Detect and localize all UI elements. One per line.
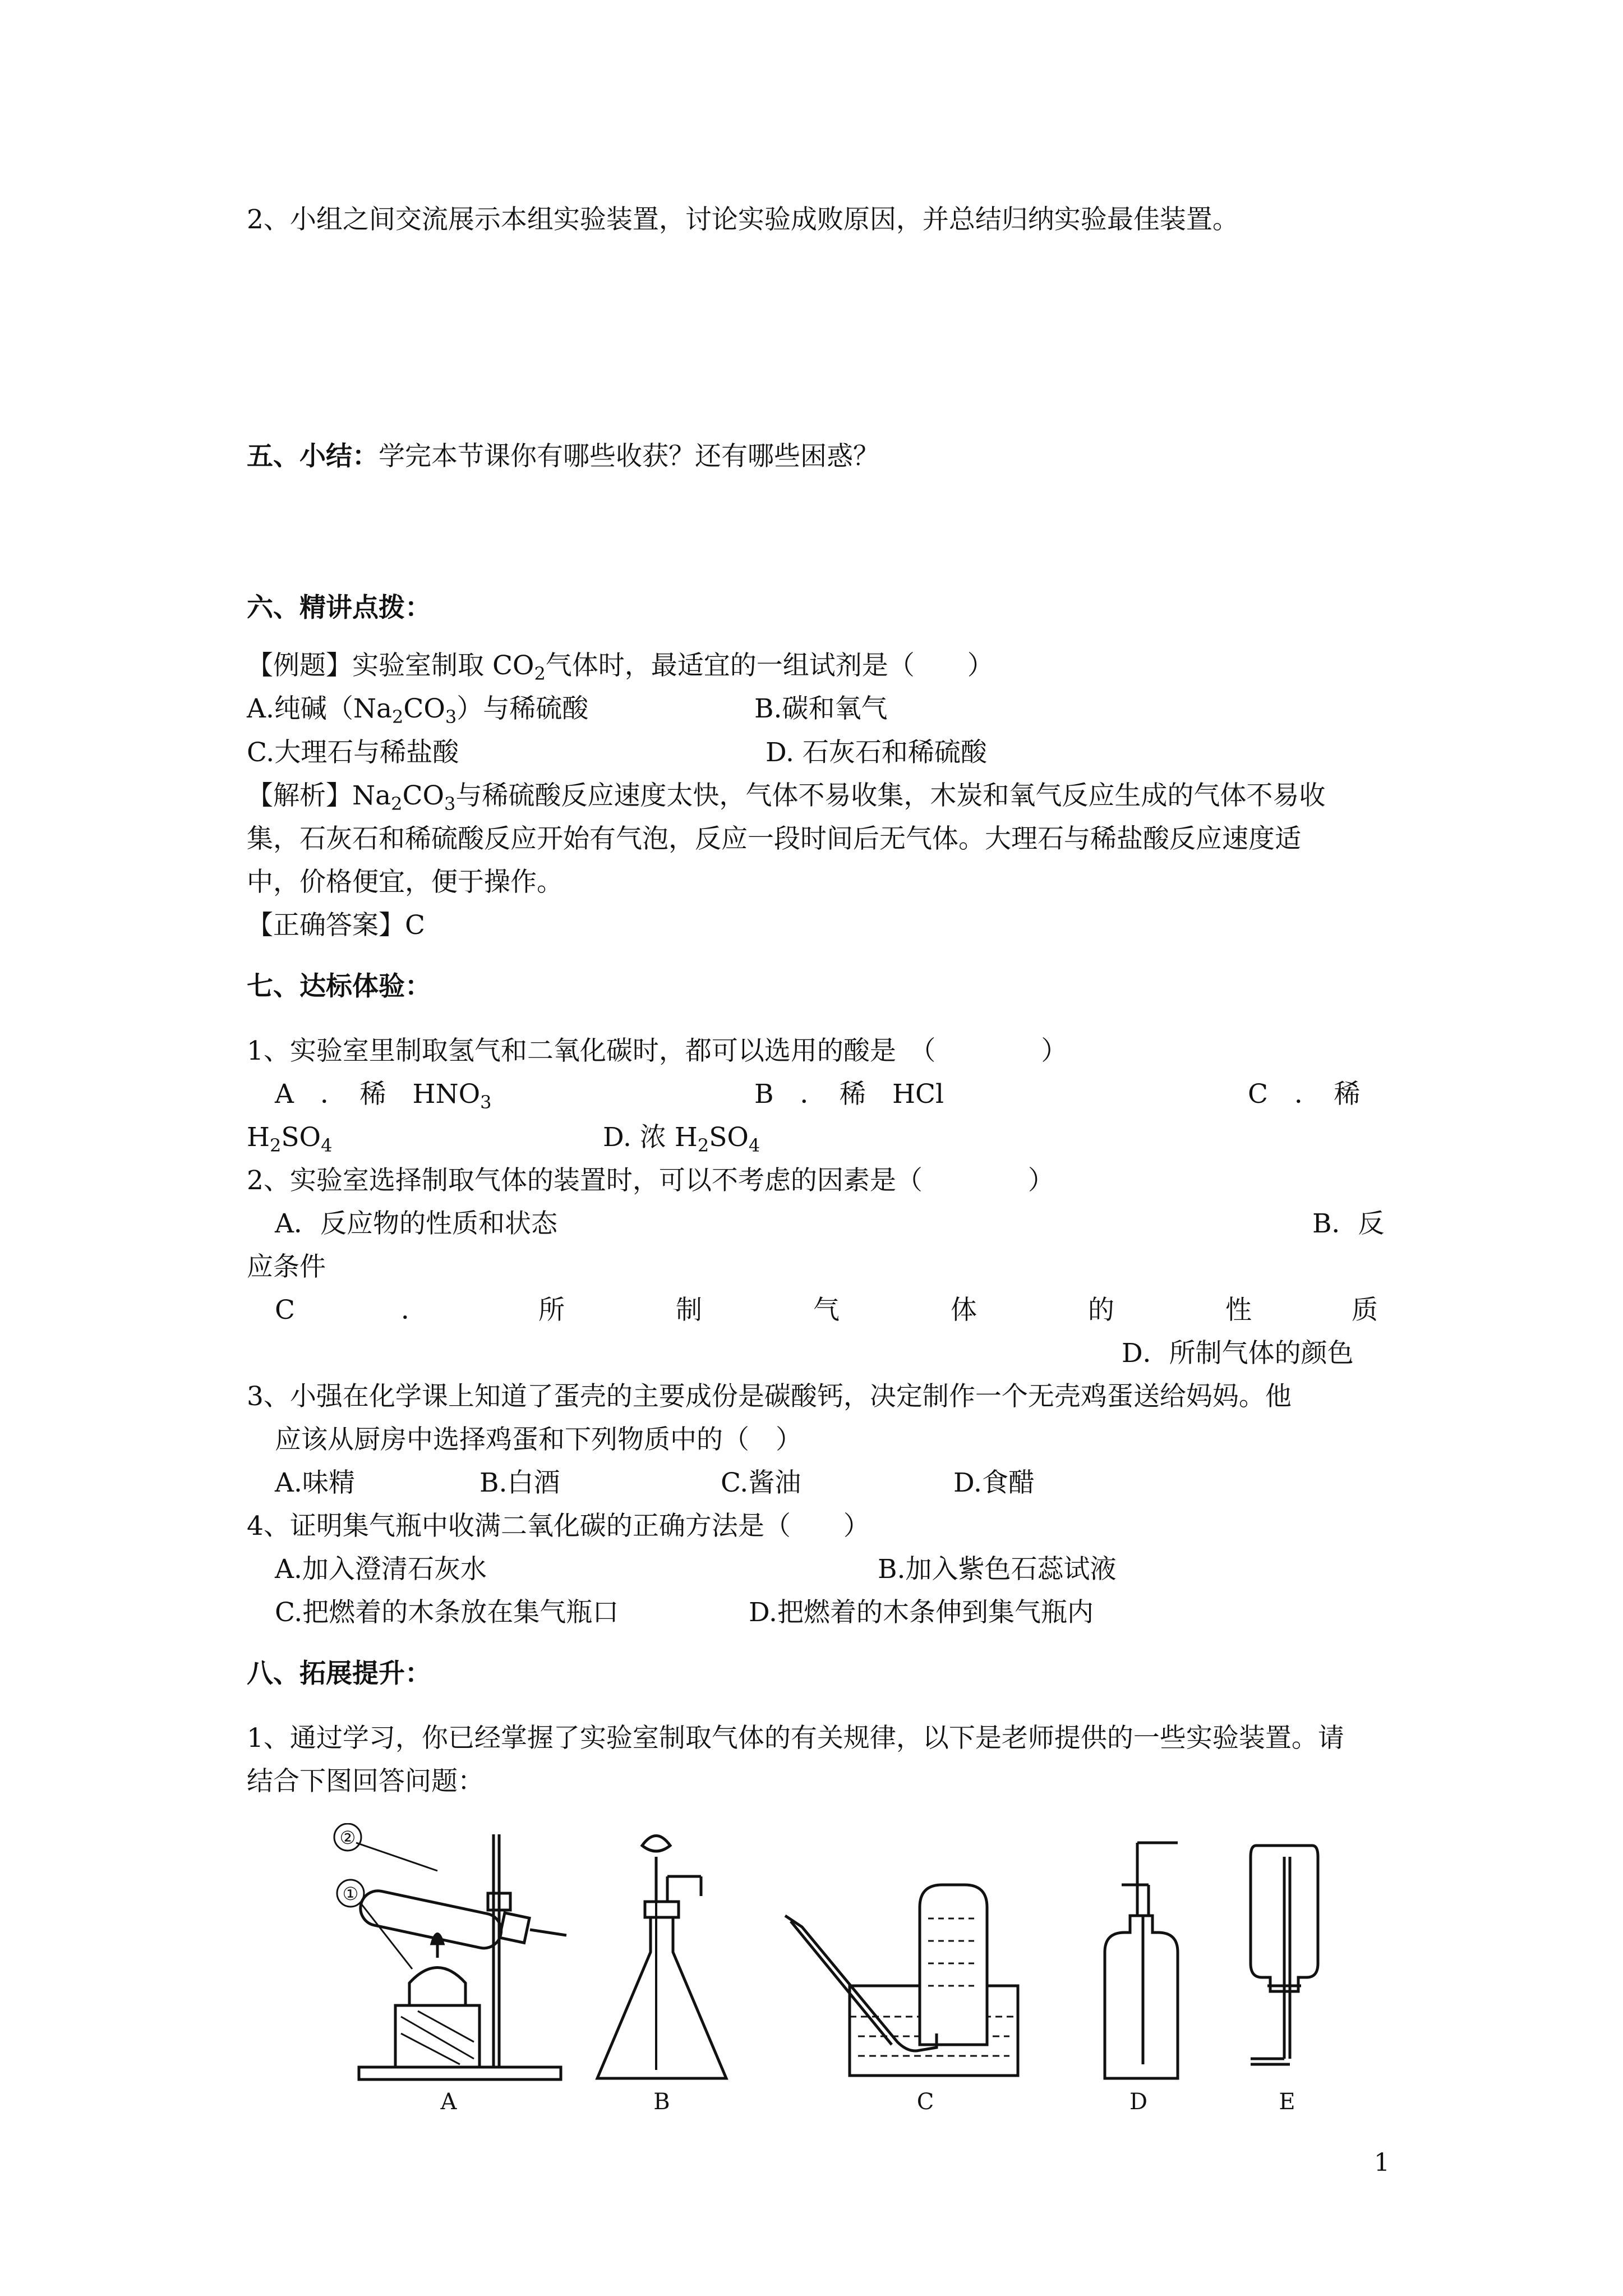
apparatus-b — [597, 1836, 726, 2079]
q1-stem: 1、实验室里制取氢气和二氧化碳时，都可以选用的酸是 （ ） — [247, 1036, 1068, 1066]
q2-option-a: A．反应物的性质和状态 — [275, 1208, 557, 1239]
q3-stem-2: 应该从厨房中选择鸡蛋和下列物质中的（ ） — [275, 1424, 802, 1455]
example-option-a: A.纯碱$(Na_2CO_3)$与稀硫酸 — [247, 693, 589, 728]
q2-option-c-6: 体 — [951, 1295, 977, 1326]
sec8-heading: 八、拓展提升： — [247, 1658, 431, 1689]
example-question: 【例题】实验室制取 $CO_2$气体时，最适宜的一组试剂是（ ） — [247, 650, 994, 684]
apparatus-a — [334, 1824, 566, 2079]
correct-answer: 【正确答案】C — [247, 910, 425, 941]
label-c: C — [916, 2089, 934, 2115]
q3-option-c: C.酱油 — [721, 1467, 801, 1498]
summary-line — [247, 443, 879, 470]
q1-option-c: C ． 稀 — [1248, 1079, 1361, 1110]
q3-option-d: D.食醋 — [953, 1467, 1035, 1498]
sec8-q1-line1: 1、通过学习，你已经掌握了实验室制取气体的有关规律，以下是老师提供的一些实验装置。请 — [247, 1723, 1344, 1754]
marker-1-label: ① — [342, 1883, 359, 1904]
q4-option-b: B.加入紫色石蕊试液 — [878, 1554, 1117, 1585]
q3-option-b: B.白酒 — [479, 1467, 560, 1498]
sec6-heading: 六、精讲点拨： — [247, 592, 431, 623]
page-number: 1 — [1374, 2148, 1390, 2177]
analysis-line-2: 集，石灰石和稀硫酸反应开始有气泡，反应一段时间后无气体。大理石与稀盐酸反应速度适 — [247, 823, 1301, 854]
q1-option-d: D. 浓 $H_2SO_4$ — [603, 1122, 760, 1156]
summary-heading: 五、小结： — [247, 441, 379, 472]
apparatus-d — [1105, 1843, 1178, 2078]
q2-option-c-1: C — [275, 1295, 295, 1326]
q2-option-c-8: 性 — [1225, 1295, 1252, 1326]
example-option-d: D. 石灰石和稀硫酸 — [766, 737, 987, 768]
q2-option-c-2: ． — [401, 1295, 427, 1326]
q4-stem: 4、证明集气瓶中收满二氧化碳的正确方法是（ ） — [247, 1511, 870, 1542]
q2-option-c-9: 质 — [1352, 1295, 1378, 1326]
q3-stem-1: 3、小强在化学课上知道了蛋壳的主要成份是碳酸钙，决定制作一个无壳鸡蛋送给妈妈。他 — [247, 1381, 1292, 1412]
analysis-line-3: 中，价格便宜，便于操作。 — [247, 867, 563, 898]
sec8-q1-line2: 结合下图回答问题： — [247, 1766, 484, 1797]
q2-option-c-3: 所 — [538, 1295, 565, 1326]
q1-option-a: A ． 稀 $HNO_3$ — [275, 1079, 492, 1113]
q4-option-d: D.把燃着的木条伸到集气瓶内 — [749, 1597, 1094, 1628]
q4-option-c: C.把燃着的木条放在集气瓶口 — [275, 1597, 619, 1628]
apparatus-figure — [303, 1823, 1368, 2115]
example-option-c: C.大理石与稀盐酸 — [247, 737, 459, 768]
summary-text: 学完本节课你有哪些收获？还有哪些困惑？ — [379, 441, 879, 472]
q2-option-b-end: 应条件 — [247, 1251, 326, 1282]
q3-option-a: A.味精 — [275, 1467, 355, 1498]
analysis-line-1: 【解析】$Na_2CO_3$与稀硫酸反应速度太快，气体不易收集，木炭和氧气反应生成的气体不易收 — [247, 780, 1326, 815]
apparatus-e — [1251, 1846, 1318, 2064]
sec7-heading: 七、达标体验： — [247, 971, 431, 1002]
label-d: D — [1129, 2089, 1148, 2115]
q1-option-b: B ． 稀 HCl — [754, 1079, 944, 1110]
q2-option-c-4: 制 — [676, 1295, 702, 1326]
apparatus-c — [785, 1885, 1018, 2076]
label-e: E — [1279, 2089, 1295, 2115]
q2-stem: 2、实验室选择制取气体的装置时，可以不考虑的因素是（ ） — [247, 1165, 1054, 1196]
label-a: A — [440, 2089, 457, 2115]
q2-option-c-7: 的 — [1088, 1295, 1114, 1326]
q1-option-c-formula: $H_2SO_4$ — [247, 1122, 333, 1156]
q4-option-a: A.加入澄清石灰水 — [275, 1554, 487, 1585]
marker-2-label: ② — [339, 1827, 356, 1848]
q2-option-b-start: B．反 — [1312, 1208, 1385, 1239]
q2-option-d: D．所制气体的颜色 — [1122, 1338, 1354, 1369]
example-option-b: B.碳和氧气 — [754, 693, 888, 724]
label-b: B — [653, 2089, 670, 2115]
sec4-item2: 2、小组之间交流展示本组实验装置，讨论实验成败原因，并总结归纳实验最佳装置。 — [247, 204, 1239, 235]
q2-option-c-5: 气 — [813, 1295, 840, 1326]
